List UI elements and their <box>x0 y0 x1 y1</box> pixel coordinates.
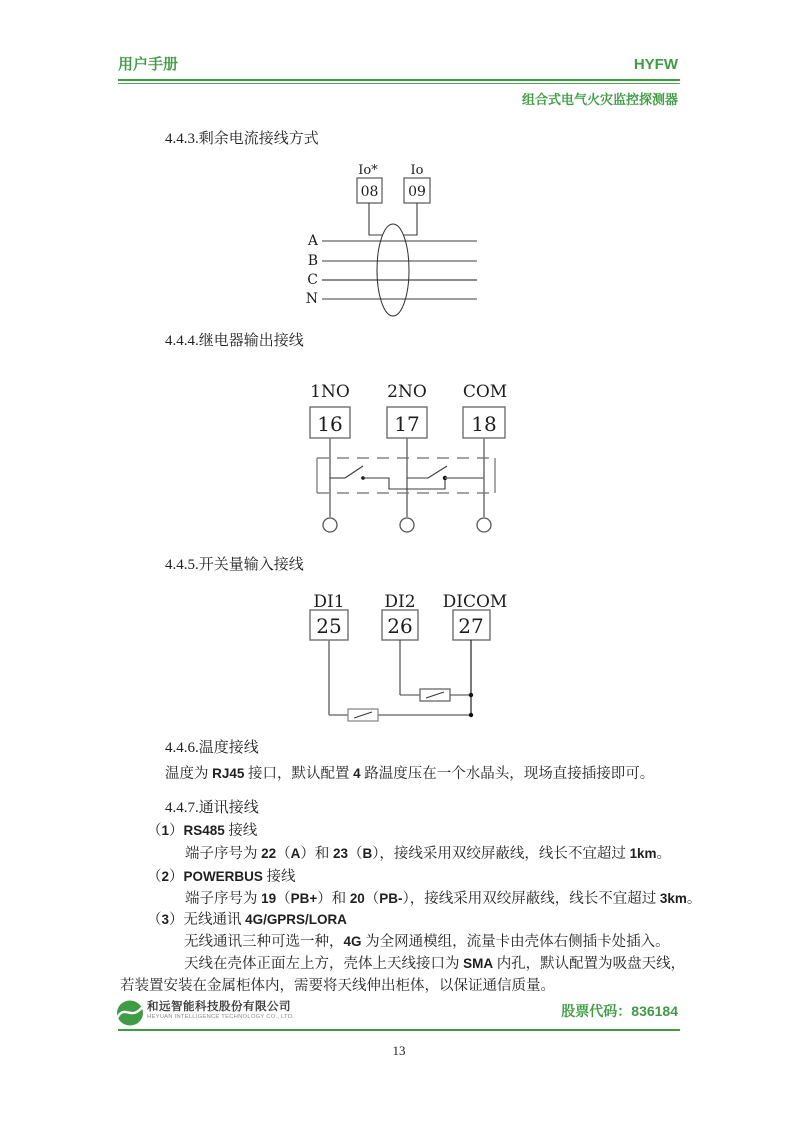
company-logo-icon <box>116 999 146 1029</box>
wireless-para-line: 若装置安装在金属柜体内，需要将天线伸出柜体，以保证通信质量。 <box>120 978 555 994</box>
junction-dot <box>469 713 473 717</box>
wire <box>403 203 417 235</box>
comm-item-rs485: （1）RS485 接线 <box>147 823 258 839</box>
terminal-label: 2NO <box>387 382 427 402</box>
terminal-number: 26 <box>387 614 413 638</box>
terminal-label: DI1 <box>313 592 345 612</box>
page-number: 13 <box>392 1043 406 1058</box>
common-link-wire <box>363 478 445 489</box>
stock-code: 股票代码：836184 <box>561 1003 678 1019</box>
wireless-para-line: 无线通讯三种可选一种，4G 为全网通模组，流量卡由壳体右侧插卡处插入。 <box>184 934 670 950</box>
section-title-444: 4.4.4.继电器输出接线 <box>165 333 304 349</box>
terminal-number: 09 <box>408 184 426 200</box>
terminal-number: 27 <box>458 614 484 638</box>
switch-1-blade <box>345 466 363 478</box>
wire <box>369 203 383 235</box>
comm-item-wireless: （3）无线通讯 4G/GPRS/LORA <box>147 912 347 928</box>
terminal-number: 18 <box>471 412 497 436</box>
header-subtitle: 组合式电气火灾监控探测器 <box>521 92 678 107</box>
terminal-number: 16 <box>317 412 343 436</box>
output-terminal-circle <box>323 518 337 532</box>
output-terminal-circle <box>477 518 491 532</box>
company-name-cn: 和远智能科技股份有限公司 <box>147 1001 291 1013</box>
relay-output-wiring-diagram <box>300 378 515 538</box>
current-transformer-coil <box>377 224 409 316</box>
header-divider <box>118 79 680 84</box>
terminal-number: 25 <box>316 614 342 638</box>
company-name-en: HEYUAN INTELLIGENCE TECHNOLOGY CO., LTD. <box>147 1014 295 1021</box>
terminal-label: COM <box>462 382 508 402</box>
terminal-number: 08 <box>360 184 379 200</box>
terminal-number: 17 <box>394 412 420 436</box>
comm-item-rs485-detail: 端子序号为 22（A）和 23（B），接线采用双绞屏蔽线，线长不宜超过 1km。 <box>185 846 672 862</box>
company-name-block <box>147 1001 294 1021</box>
footer-divider <box>118 1029 680 1031</box>
terminal-label: Io <box>410 163 424 178</box>
phase-label: A <box>307 233 318 249</box>
comm-item-powerbus-detail: 端子序号为 19（PB+）和 20（PB-），接线采用双绞屏蔽线，线长不宜超过 3km。 <box>185 891 702 907</box>
header-product-code: HYFW <box>633 56 678 73</box>
phase-label: C <box>307 272 318 288</box>
section-title-447: 4.4.7.通讯接线 <box>165 800 259 816</box>
comm-item-powerbus: （2）POWERBUS 接线 <box>147 869 296 885</box>
temperature-body-text: 温度为 RJ45 接口，默认配置 4 路温度压在一个水晶头，现场直接插接即可。 <box>165 766 655 782</box>
terminal-label: 1NO <box>310 382 350 402</box>
section-title-446: 4.4.6.温度接线 <box>165 740 259 756</box>
junction-dot <box>469 693 473 697</box>
terminal-label: DICOM <box>442 592 508 612</box>
phase-label: N <box>305 291 318 307</box>
residual-current-wiring-diagram <box>280 158 490 328</box>
output-terminal-circle <box>400 518 414 532</box>
section-title-443: 4.4.3.剩余电流接线方式 <box>165 131 319 147</box>
terminal-label: DI2 <box>384 592 416 612</box>
terminal-label: Io* <box>358 163 378 178</box>
digital-input-wiring-diagram <box>300 588 515 728</box>
wireless-para-line: 天线在壳体正面左上方，壳体上天线接口为 SMA 内孔，默认配置为吸盘天线， <box>184 956 686 972</box>
phase-label: B <box>307 253 318 269</box>
section-title-445: 4.4.5.开关量输入接线 <box>165 557 304 573</box>
header-doc-type: 用户手册 <box>118 56 179 73</box>
